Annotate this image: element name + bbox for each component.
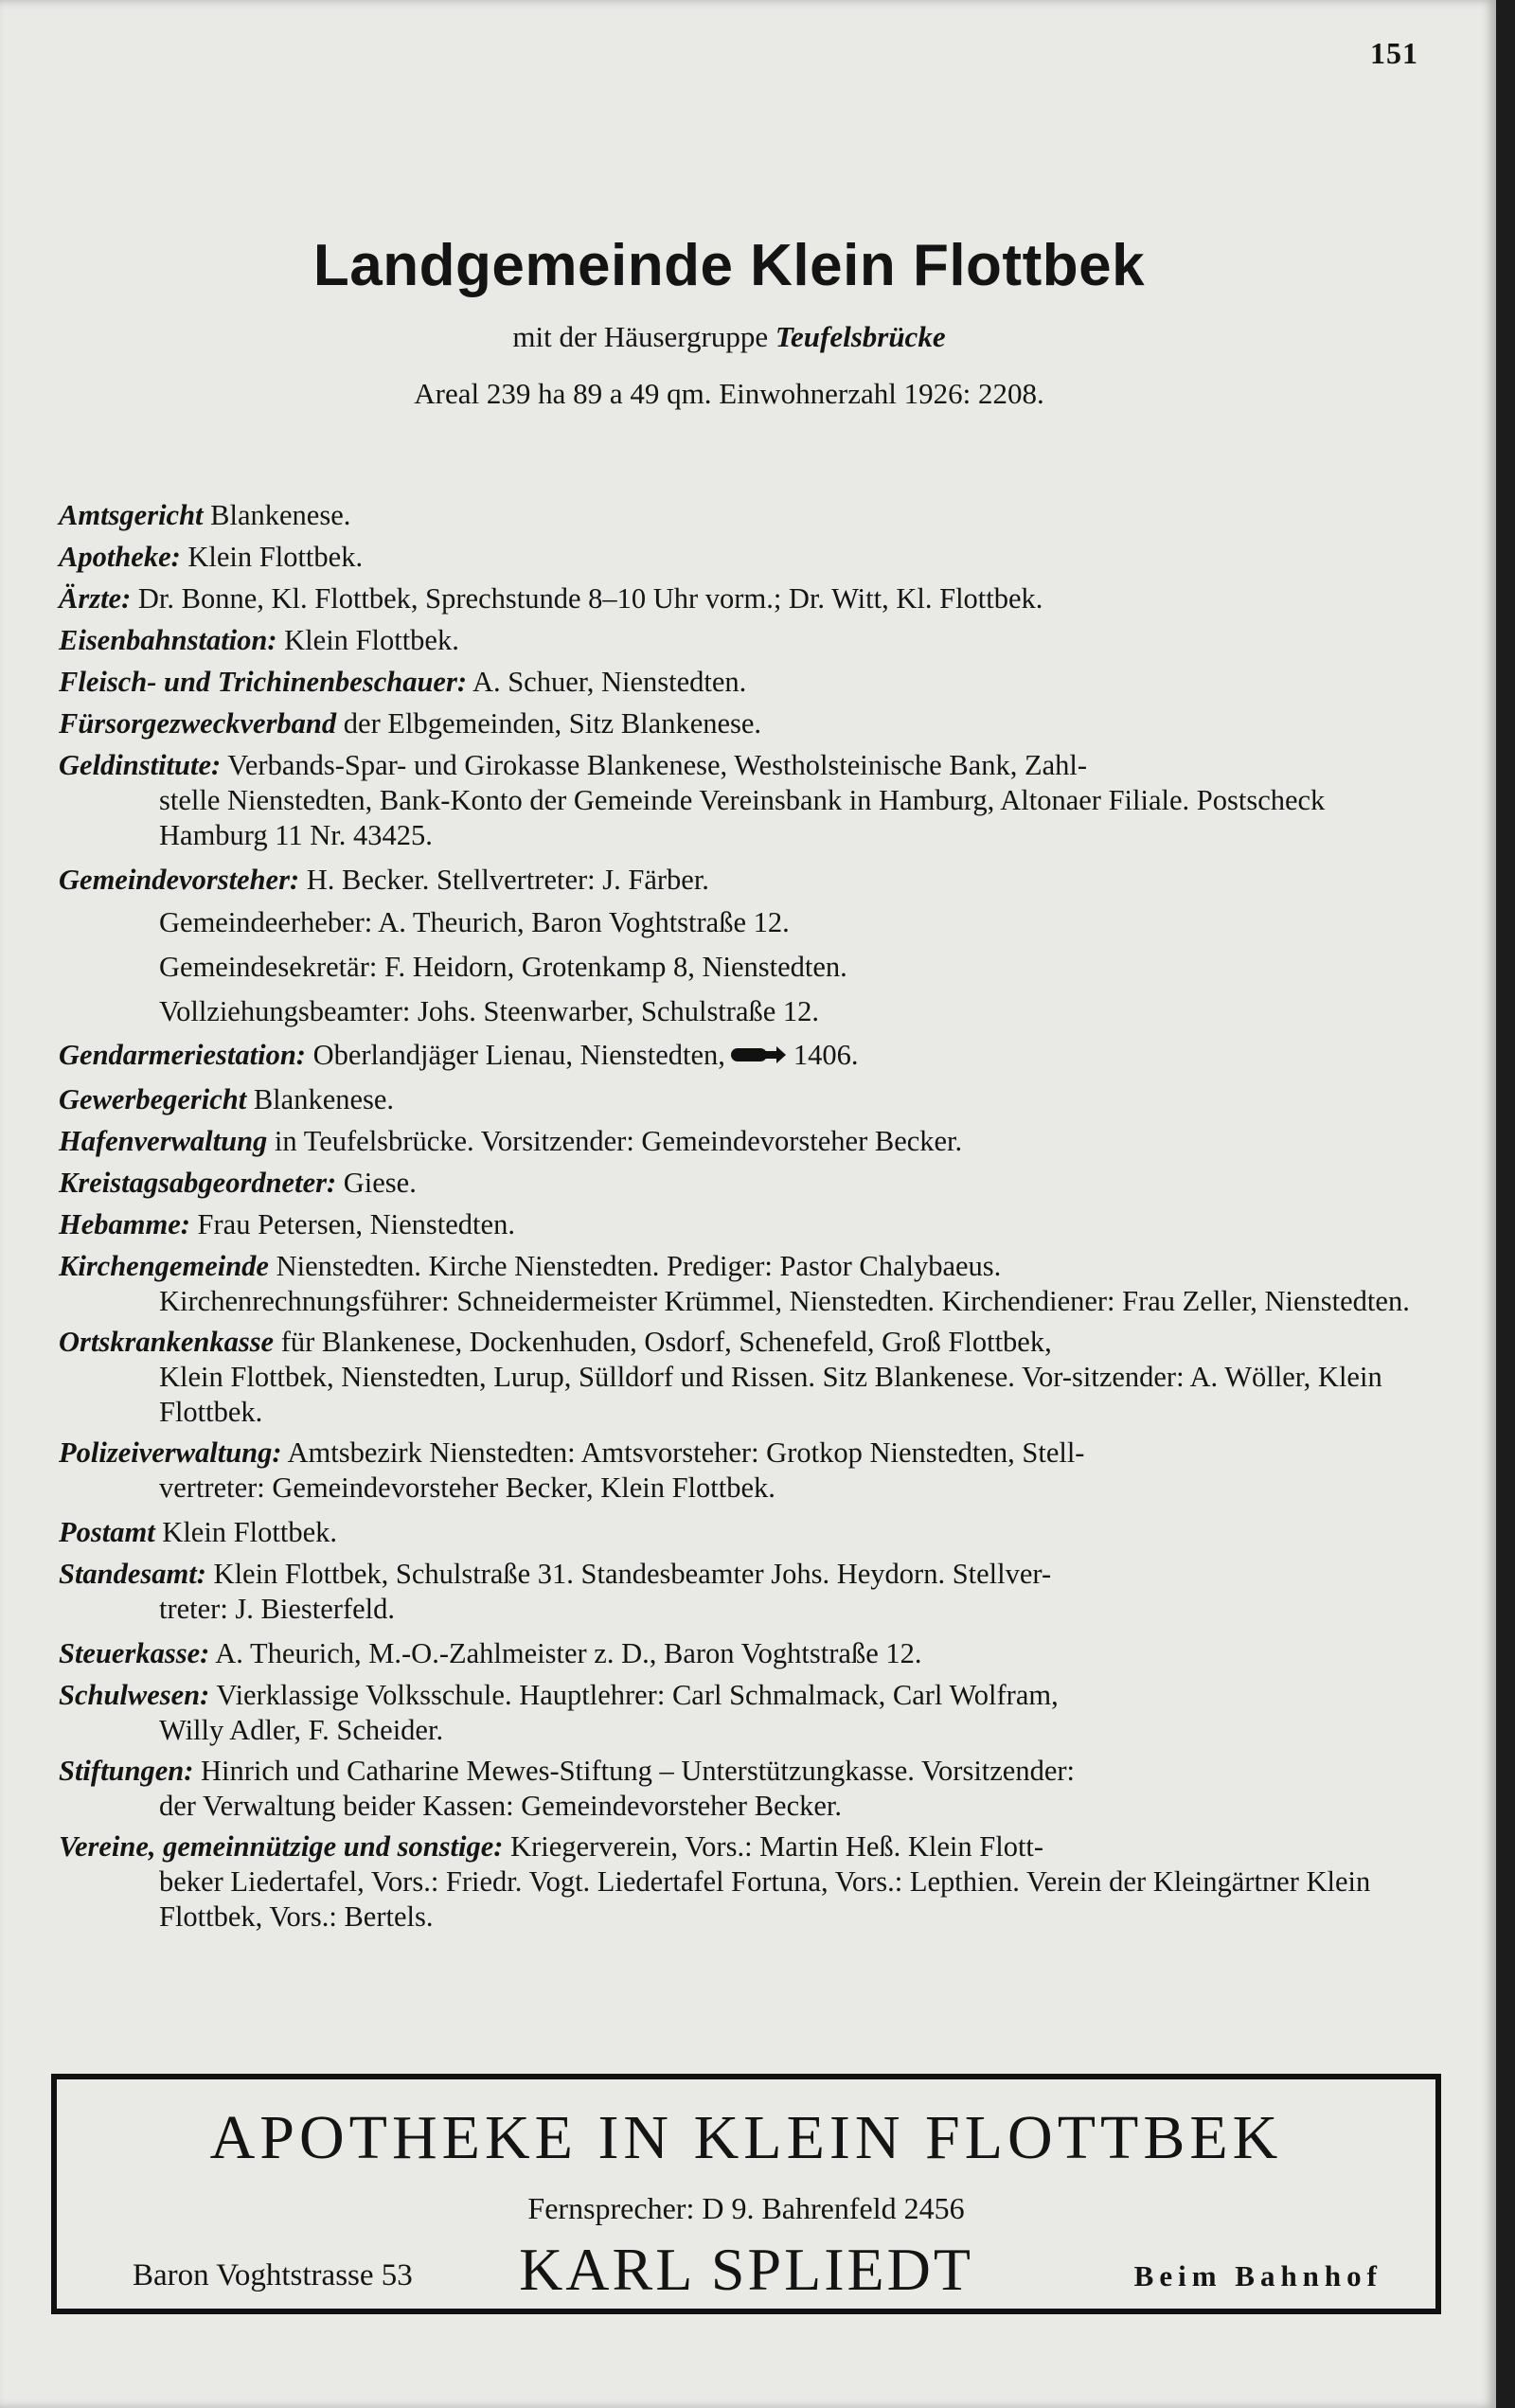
directory-sub-entry: Gemeindesekretär: F. Heidorn, Grotenkamp 8, Nienstedten. <box>159 951 847 983</box>
ad-proprietor-name: KARL SPLIEDT <box>519 2236 973 2303</box>
entry-first-line <box>59 1436 1415 1471</box>
entry-term: Postamt <box>59 1516 155 1548</box>
directory-entry <box>59 1754 1415 1824</box>
directory-sub-entry: Gemeindeerheber: A. Theurich, Baron Voghtstraße 12. <box>159 906 790 938</box>
entry-term: Eisenbahnstation: <box>59 624 277 656</box>
entry-first-line <box>59 1125 962 1157</box>
directory-entry <box>59 1079 1415 1120</box>
entry-term: Fleisch- und Trichinenbeschauer: <box>59 666 467 698</box>
entry-term: Apotheke: <box>59 541 181 573</box>
entry-term: Polizeiverwaltung: <box>59 1436 282 1469</box>
ad-location: Beim Bahnhof <box>1133 2259 1382 2292</box>
subtitle-prefix: mit der Häusergruppe <box>512 320 769 353</box>
ad-title: APOTHEKE IN KLEIN FLOTTBEK <box>209 2103 1283 2172</box>
pharmacy-advertisement <box>51 2074 1441 2314</box>
entry-continuation: vertreter: Gemeindevorsteher Becker, Klein Flottbek. <box>159 1472 775 1504</box>
directory-entry <box>59 1557 1415 1627</box>
directory-entry <box>59 494 1415 536</box>
entry-first-line <box>59 748 1415 783</box>
entry-text: Klein Flottbek. <box>276 624 459 656</box>
entry-text: Klein Flottbek. <box>180 541 364 573</box>
entry-continuation: Willy Adler, F. Scheider. <box>159 1714 444 1746</box>
entry-text: A. Theurich, M.-O.-Zahlmeister z. D., Baron Voghtstraße 12. <box>209 1637 922 1669</box>
entry-first-line <box>59 541 363 573</box>
directory-entry <box>59 1162 1415 1204</box>
directory-entry <box>59 748 1415 853</box>
entry-term: Kreistagsabgeordneter: <box>59 1167 337 1199</box>
directory-entry <box>59 1249 1415 1319</box>
entry-first-line <box>59 1754 1415 1789</box>
entry-term: Geldinstitute: <box>59 749 222 781</box>
entry-term: Gendarmeriestation: <box>59 1039 306 1071</box>
directory-entry <box>59 703 1415 744</box>
entry-first-line <box>59 1557 1415 1592</box>
directory-entry <box>59 859 1415 901</box>
entry-text: A. Schuer, Nienstedten. <box>467 666 747 698</box>
entry-text: Blankenese. <box>246 1083 395 1115</box>
entry-term: Schulwesen: <box>59 1679 210 1711</box>
directory-entry <box>59 578 1415 619</box>
entry-text: Blankenese. <box>203 499 351 531</box>
entry-first-line <box>59 624 459 656</box>
entry-continuation: beker Liedertafel, Vors.: Friedr. Vogt. Liedertafel Fortuna, Vors.: Lepthien. Verein der Kleingärtner Klein Flottbek, Vors.: Bertels. <box>159 1865 1371 1933</box>
entry-term: Hafenverwaltung <box>59 1125 268 1157</box>
entry-text: Kriegerverein, Vors.: Martin Heß. Klein Flott- <box>503 1830 1044 1863</box>
directory-entry <box>59 1204 1415 1245</box>
directory-entry <box>59 1120 1415 1162</box>
entry-text: Amtsbezirk Nienstedten: Amtsvorsteher: Grotkop Nienstedten, Stell- <box>281 1436 1085 1469</box>
directory-entry <box>59 1325 1415 1430</box>
entry-text: Verbands-Spar- und Girokasse Blankenese, Westholsteinische Bank, Zahl- <box>221 749 1087 781</box>
page-title: Landgemeinde Klein Flottbek <box>312 233 1146 298</box>
entry-text: für Blankenese, Dockenhuden, Osdorf, Schenefeld, Groß Flottbek, <box>274 1326 1052 1358</box>
entry-text: H. Becker. Stellvertreter: J. Färber. <box>299 864 709 896</box>
entry-first-line <box>59 1516 337 1548</box>
subtitle-place: Teufelsbrücke <box>775 320 946 353</box>
entry-text: Vierklassige Volksschule. Hauptlehrer: Carl Schmalmack, Carl Wolfram, <box>209 1679 1059 1711</box>
ad-phone: Fernsprecher: D 9. Bahrenfeld 2456 <box>527 2191 965 2225</box>
page-subtitle <box>0 320 1458 354</box>
entry-first-line <box>59 582 1043 615</box>
entry-first-line <box>59 707 761 740</box>
entry-first-line <box>59 864 709 896</box>
directory-entry <box>59 536 1415 578</box>
entry-first-line <box>59 1829 1415 1864</box>
entry-term: Amtsgericht <box>59 499 204 531</box>
entry-text: Klein Flottbek. <box>154 1516 337 1548</box>
entry-first-line <box>59 1039 859 1071</box>
entry-first-line <box>59 1678 1415 1713</box>
entry-text: Oberlandjäger Lienau, Nienstedten, <box>305 1039 725 1071</box>
directory-entry <box>59 1034 1415 1079</box>
entry-continuation: der Verwaltung beider Kassen: Gemeindevorsteher Becker. <box>159 1790 843 1822</box>
ad-bottom-row <box>95 2229 1398 2305</box>
entry-term: Ärzte: <box>59 582 132 615</box>
entry-first-line <box>59 666 746 698</box>
entry-term: Gewerbegericht <box>59 1083 247 1115</box>
entry-first-line <box>59 1083 394 1115</box>
entry-text: Nienstedten. Kirche Nienstedten. Prediger: Pastor Chalybaeus. <box>268 1250 1002 1282</box>
entry-continuation: Klein Flottbek, Nienstedten, Lurup, Sülldorf und Rissen. Sitz Blankenese. Vor-sitzender: A. Wöller, Klein Flottbek. <box>159 1361 1382 1428</box>
entry-term: Steuerkasse: <box>59 1637 210 1669</box>
directory-entry <box>59 1632 1415 1674</box>
entry-text: Klein Flottbek, Schulstraße 31. Standesbeamter Johs. Heydorn. Stellver- <box>205 1558 1052 1590</box>
directory-entry <box>59 1436 1415 1506</box>
directory-entry <box>59 661 1415 703</box>
entry-continuation: stelle Nienstedten, Bank-Konto der Gemeinde Vereinsbank in Hamburg, Altonaer Filiale. Postscheck Hamburg 11 Nr. 43425. <box>159 784 1326 851</box>
entry-continuation: Kirchenrechnungsführer: Schneidermeister Krümmel, Nienstedten. Kirchendiener: Frau Zeller, Nienstedten. <box>159 1285 1410 1317</box>
entry-text: Hinrich und Catharine Mewes-Stiftung – Unterstützungkasse. Vorsitzender: <box>193 1755 1076 1787</box>
entry-text: Frau Petersen, Nienstedten. <box>189 1208 515 1240</box>
entry-term: Kirchengemeinde <box>59 1250 269 1282</box>
entry-first-line <box>59 1637 921 1669</box>
entry-continuation: treter: J. Biesterfeld. <box>159 1593 395 1625</box>
directory-entry <box>59 1678 1415 1748</box>
entry-text: Giese. <box>336 1167 417 1199</box>
entry-text: Dr. Bonne, Kl. Flottbek, Sprechstunde 8–10 Uhr vorm.; Dr. Witt, Kl. Flottbek. <box>131 582 1043 615</box>
entry-term: Ortskrankenkasse <box>59 1326 275 1358</box>
directory-entry <box>59 1511 1415 1553</box>
entry-first-line <box>59 499 350 531</box>
entry-text: der Elbgemeinden, Sitz Blankenese. <box>336 707 762 740</box>
phone-number: 1406. <box>793 1039 859 1071</box>
entry-first-line <box>59 1208 515 1240</box>
area-population-line: Areal 239 ha 89 a 49 qm. Einwohnerzahl 1926: 2208. <box>414 377 1044 410</box>
entry-first-line <box>59 1325 1415 1360</box>
entry-term: Standesamt: <box>59 1558 206 1590</box>
ad-address: Baron Voghtstrasse 53 <box>133 2258 413 2292</box>
entry-text: in Teufelsbrücke. Vorsitzender: Gemeindevorsteher Becker. <box>267 1125 963 1157</box>
telephone-icon <box>729 1037 790 1079</box>
entry-term: Fürsorgezweckverband <box>59 707 337 740</box>
page-number: 151 <box>1370 36 1418 70</box>
entry-first-line <box>59 1249 1415 1284</box>
directory-entry <box>59 1829 1415 1935</box>
directory-entry <box>59 619 1415 661</box>
entry-first-line <box>59 1167 417 1199</box>
entry-term: Vereine, gemeinnützige und sonstige: <box>59 1830 504 1863</box>
directory-sub-entry: Vollziehungsbeamter: Johs. Steenwarber, Schulstraße 12. <box>159 995 820 1027</box>
entry-term: Gemeindevorsteher: <box>59 864 300 896</box>
directory-entries <box>59 494 1415 1940</box>
entry-term: Stiftungen: <box>59 1755 194 1787</box>
entry-term: Hebamme: <box>59 1208 190 1240</box>
